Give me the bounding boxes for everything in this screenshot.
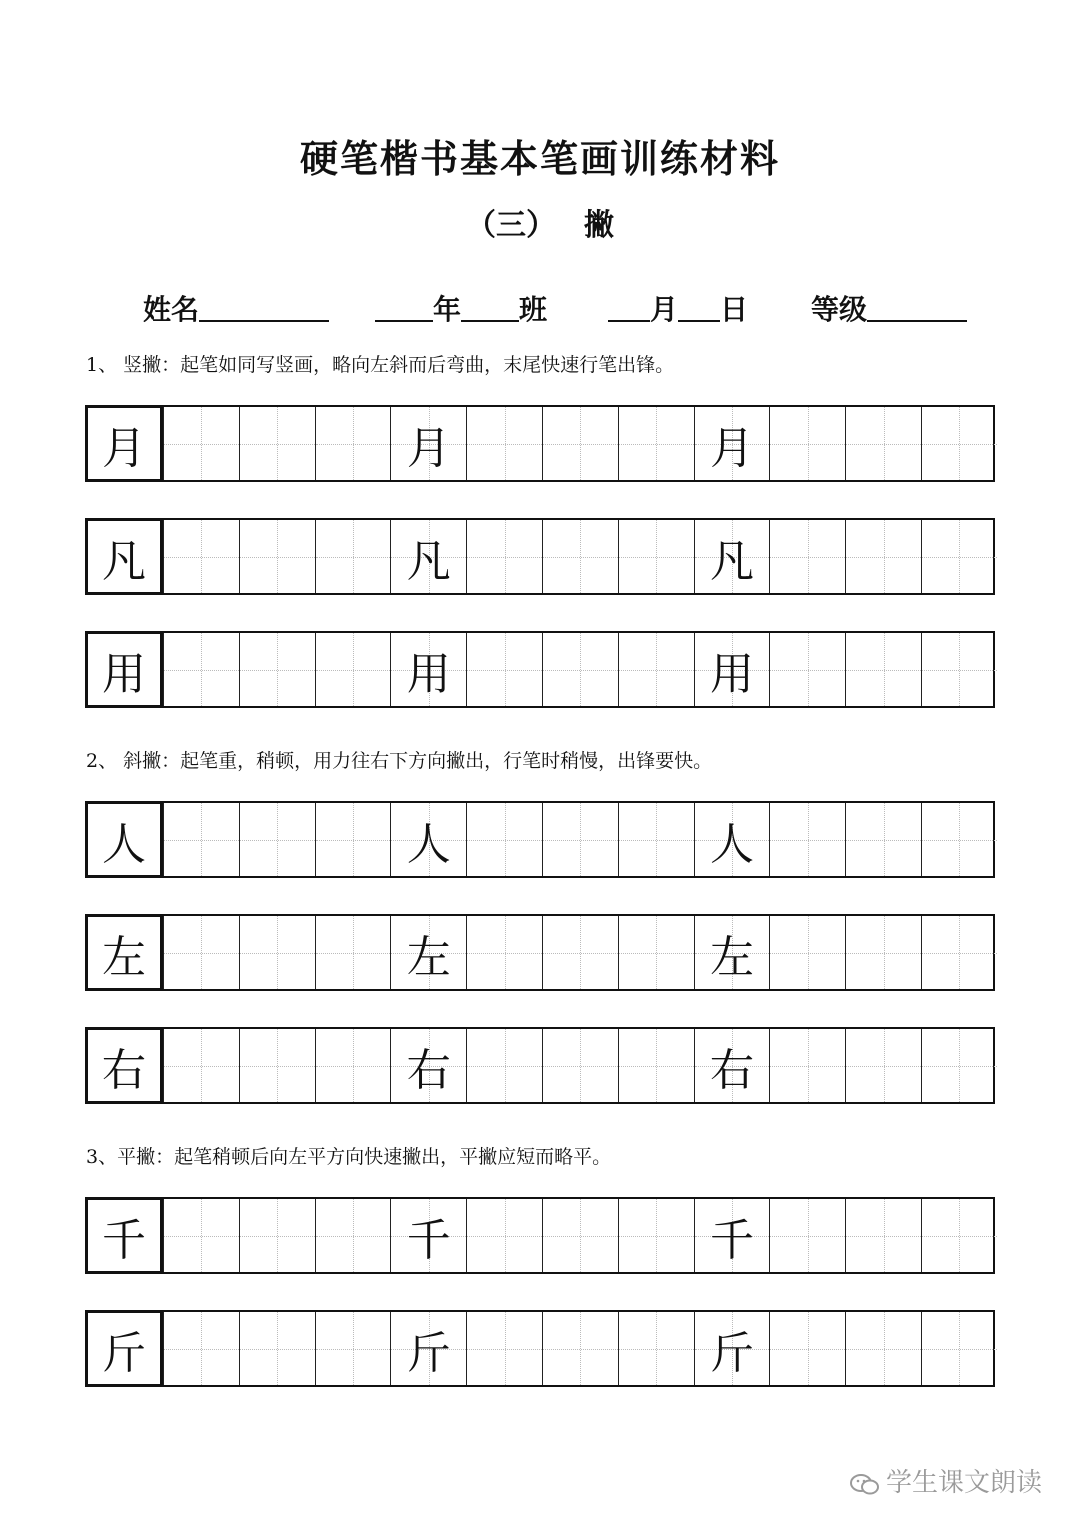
model-character: 左 [102,931,146,983]
practice-cell[interactable] [921,520,997,593]
guide-line-horizontal [164,1236,239,1237]
guide-line-horizontal [467,953,542,954]
practice-cell[interactable] [845,520,921,593]
model-character-cell [694,1312,770,1385]
practice-cell[interactable] [239,1029,315,1102]
guide-line-horizontal [467,670,542,671]
model-character-cell [390,1029,466,1102]
model-character: 月 [102,422,146,474]
section-instruction: 2、 斜撇：起笔重，稍顿，用力往右下方向撇出，行笔时稍慢，出锋要快。 [86,750,713,772]
guide-line-horizontal [922,1349,997,1350]
model-character-cell [85,1027,163,1104]
watermark-text: 学生课文朗读 [886,1468,1043,1498]
model-character-cell [85,1197,163,1274]
model-character-cell [694,520,770,593]
practice-cell[interactable] [315,407,391,480]
guide-line-horizontal [770,840,845,841]
guide-line-horizontal [316,670,391,671]
model-character: 右 [406,1044,451,1096]
guide-line-horizontal [770,1236,845,1237]
guide-line-horizontal [316,1066,391,1067]
practice-cell[interactable] [542,1029,618,1102]
model-character-cell [85,518,163,595]
practice-cell[interactable] [466,803,542,876]
guide-line-horizontal [240,1349,315,1350]
model-character-cell [694,407,770,480]
guide-line-horizontal [619,1066,694,1067]
practice-cell[interactable] [618,1199,694,1272]
practice-cell[interactable] [239,1312,315,1385]
model-character-cell [390,407,466,480]
practice-cell[interactable] [921,633,997,706]
guide-line-horizontal [543,1066,618,1067]
guide-line-horizontal [316,953,391,954]
model-character-cell [694,633,770,706]
year-blank[interactable] [375,290,433,322]
guide-line-horizontal [770,557,845,558]
practice-cell[interactable] [845,916,921,989]
guide-line-horizontal [164,557,239,558]
practice-cell[interactable] [163,1312,239,1385]
practice-cell[interactable] [315,803,391,876]
guide-line-horizontal [770,1066,845,1067]
model-character: 千 [406,1214,451,1266]
model-character-cell [390,1199,466,1272]
practice-cell[interactable] [845,1199,921,1272]
model-character-cell [390,916,466,989]
model-character-cell [85,914,163,991]
practice-cell[interactable] [315,1199,391,1272]
guide-line-horizontal [846,1236,921,1237]
guide-line-horizontal [316,557,391,558]
practice-cell[interactable] [542,520,618,593]
guide-line-horizontal [770,1349,845,1350]
guide-line-horizontal [619,953,694,954]
practice-cell[interactable] [542,1312,618,1385]
guide-line-horizontal [846,444,921,445]
practice-cell[interactable] [239,803,315,876]
model-character-cell [390,633,466,706]
practice-row [85,1027,995,1104]
guide-line-horizontal [846,1066,921,1067]
practice-cell[interactable] [769,803,845,876]
guide-line-horizontal [543,953,618,954]
practice-row [85,801,995,878]
guide-line-horizontal [316,1236,391,1237]
practice-cell[interactable] [163,633,239,706]
practice-cell[interactable] [163,407,239,480]
student-info-line [0,288,1080,328]
guide-line-horizontal [240,557,315,558]
practice-cell[interactable] [921,407,997,480]
guide-line-horizontal [543,1236,618,1237]
practice-cell[interactable] [466,1029,542,1102]
practice-cell[interactable] [769,520,845,593]
model-character-cell [694,1199,770,1272]
guide-line-horizontal [316,444,391,445]
guide-line-horizontal [240,1066,315,1067]
guide-line-horizontal [164,1066,239,1067]
guide-line-horizontal [619,557,694,558]
model-character: 人 [709,818,754,870]
practice-cell[interactable] [769,1312,845,1385]
guide-line-horizontal [770,953,845,954]
guide-line-horizontal [922,670,997,671]
practice-cell[interactable] [921,1029,997,1102]
guide-line-horizontal [619,670,694,671]
practice-cell[interactable] [239,520,315,593]
page-title: 硬笔楷书基本笔画训练材料 [299,136,780,181]
page-subtitle [0,200,1080,244]
section-instruction: 3、平撇：起笔稍顿后向左平方向快速撇出，平撇应短而略平。 [86,1146,612,1168]
guide-line-horizontal [543,557,618,558]
practice-cell[interactable] [542,407,618,480]
model-character-cell [85,801,163,878]
guide-line-horizontal [164,1349,239,1350]
guide-line-horizontal [543,840,618,841]
practice-cell[interactable] [466,407,542,480]
practice-row [85,405,995,482]
guide-line-horizontal [240,444,315,445]
practice-cell[interactable] [921,1312,997,1385]
model-character-cell [390,803,466,876]
grade-label: 等级 [811,293,868,326]
practice-cell[interactable] [163,520,239,593]
guide-line-horizontal [619,444,694,445]
practice-cell[interactable] [921,1199,997,1272]
practice-cell[interactable] [845,633,921,706]
model-character: 用 [102,648,146,700]
practice-cell[interactable] [618,407,694,480]
model-character: 凡 [709,535,754,587]
grade-blank[interactable] [867,290,967,322]
model-character: 人 [102,818,146,870]
day-blank[interactable] [678,290,720,322]
model-character: 斤 [709,1327,754,1379]
guide-line-horizontal [316,840,391,841]
practice-cell[interactable] [239,916,315,989]
model-character-cell [694,803,770,876]
practice-cell[interactable] [769,633,845,706]
guide-line-horizontal [922,444,997,445]
practice-cell[interactable] [466,916,542,989]
practice-cell[interactable] [466,1199,542,1272]
model-character: 千 [102,1214,146,1266]
class-blank[interactable] [461,290,519,322]
guide-line-horizontal [922,557,997,558]
model-character: 人 [406,818,451,870]
guide-line-horizontal [543,670,618,671]
watermark [850,1462,1042,1499]
model-character-cell [85,1310,163,1387]
practice-cell[interactable] [618,633,694,706]
guide-line-horizontal [467,557,542,558]
practice-cell[interactable] [315,1029,391,1102]
practice-row [85,914,995,991]
guide-line-horizontal [164,670,239,671]
practice-cell[interactable] [542,1199,618,1272]
guide-line-horizontal [619,840,694,841]
month-label: 月 [650,293,679,326]
model-character: 用 [406,648,451,700]
practice-cell[interactable] [466,520,542,593]
guide-line-horizontal [619,1349,694,1350]
practice-cell[interactable] [542,916,618,989]
practice-cell[interactable] [845,803,921,876]
practice-cell[interactable] [845,1029,921,1102]
model-character: 凡 [102,535,146,587]
guide-line-horizontal [846,840,921,841]
model-character-cell [694,1029,770,1102]
guide-line-horizontal [770,444,845,445]
model-character: 左 [406,931,451,983]
practice-cell[interactable] [845,1312,921,1385]
year-label: 年 [433,293,462,326]
practice-row [85,1310,995,1387]
guide-line-horizontal [543,1349,618,1350]
guide-line-horizontal [922,1066,997,1067]
guide-line-horizontal [240,840,315,841]
guide-line-horizontal [467,1236,542,1237]
model-character-cell [694,916,770,989]
practice-cell[interactable] [239,1199,315,1272]
section-instruction: 1、 竖撇：起笔如同写竖画，略向左斜而后弯曲，末尾快速行笔出锋。 [86,354,675,376]
model-character: 凡 [406,535,451,587]
guide-line-horizontal [922,953,997,954]
subtitle-stroke: 撇 [584,208,614,243]
guide-line-horizontal [164,953,239,954]
practice-cell[interactable] [466,1312,542,1385]
guide-line-horizontal [164,840,239,841]
practice-row [85,1197,995,1274]
practice-cell[interactable] [163,1199,239,1272]
practice-cell[interactable] [845,407,921,480]
guide-line-horizontal [467,1066,542,1067]
practice-cell[interactable] [315,520,391,593]
guide-line-horizontal [240,670,315,671]
practice-cell[interactable] [542,633,618,706]
model-character: 千 [709,1214,754,1266]
guide-line-horizontal [316,1349,391,1350]
model-character: 斤 [406,1327,451,1379]
guide-line-horizontal [770,670,845,671]
wechat-icon [850,1473,880,1495]
practice-cell[interactable] [163,916,239,989]
practice-cell[interactable] [542,803,618,876]
guide-line-horizontal [467,444,542,445]
guide-line-horizontal [922,1236,997,1237]
guide-line-horizontal [164,444,239,445]
practice-cell[interactable] [769,1029,845,1102]
practice-cell[interactable] [618,803,694,876]
name-blank[interactable] [199,290,329,322]
guide-line-horizontal [846,953,921,954]
model-character: 右 [709,1044,754,1096]
practice-cell[interactable] [163,1029,239,1102]
guide-line-horizontal [467,840,542,841]
model-character: 月 [406,422,451,474]
model-character-cell [390,520,466,593]
practice-cell[interactable] [769,1199,845,1272]
month-blank[interactable] [608,290,650,322]
practice-cell[interactable] [618,916,694,989]
day-label: 日 [720,293,749,326]
practice-cell[interactable] [921,803,997,876]
practice-row [85,518,995,595]
practice-cell[interactable] [239,633,315,706]
name-label: 姓名 [143,293,200,326]
model-character-cell [390,1312,466,1385]
practice-cell[interactable] [618,1312,694,1385]
model-character: 月 [709,422,754,474]
practice-cell[interactable] [466,633,542,706]
practice-cell[interactable] [921,916,997,989]
guide-line-horizontal [619,1236,694,1237]
model-character: 用 [709,648,754,700]
practice-cell[interactable] [163,803,239,876]
guide-line-horizontal [240,1236,315,1237]
guide-line-horizontal [467,1349,542,1350]
guide-line-horizontal [543,444,618,445]
guide-line-horizontal [846,1349,921,1350]
practice-cell[interactable] [315,1312,391,1385]
practice-cell[interactable] [618,520,694,593]
class-label: 班 [519,293,548,326]
practice-cell[interactable] [315,633,391,706]
guide-line-horizontal [846,557,921,558]
practice-cell[interactable] [315,916,391,989]
model-character-cell [85,405,163,482]
model-character: 右 [102,1044,146,1096]
guide-line-horizontal [922,840,997,841]
practice-row [85,631,995,708]
guide-line-horizontal [240,953,315,954]
model-character-cell [85,631,163,708]
practice-cell[interactable] [769,407,845,480]
guide-line-horizontal [846,670,921,671]
practice-cell[interactable] [239,407,315,480]
practice-cell[interactable] [618,1029,694,1102]
model-character: 左 [709,931,754,983]
model-character: 斤 [102,1327,146,1379]
practice-cell[interactable] [769,916,845,989]
subtitle-number: （三） [466,208,556,243]
